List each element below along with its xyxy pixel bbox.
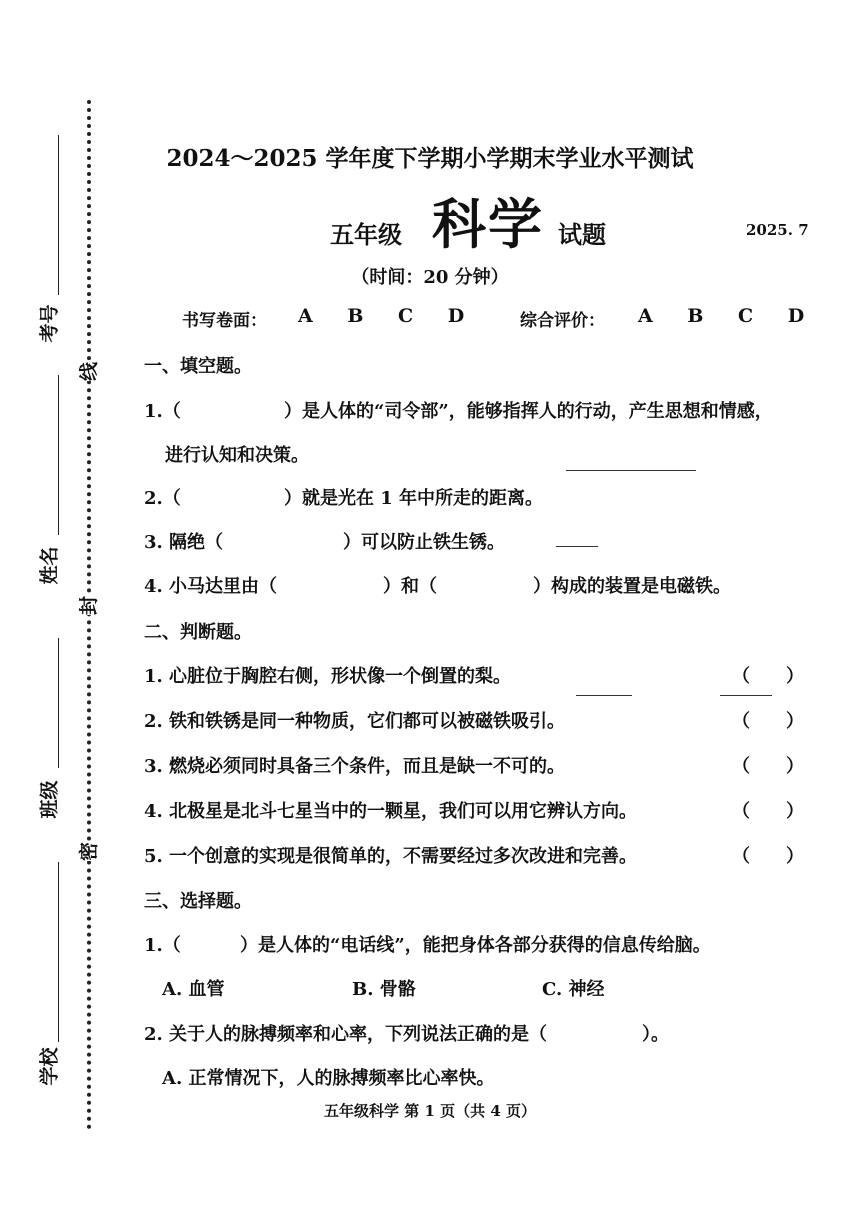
seal-char-xian: 线 xyxy=(72,362,103,381)
judge-answer-5[interactable]: （ ） xyxy=(732,846,804,867)
choice-q1-number: 1.（ xyxy=(144,935,181,956)
choice-q1-option-b[interactable]: B. 骨骼 xyxy=(352,979,416,1000)
writing-eval-label: 书写卷面： xyxy=(182,311,267,331)
page-footer: 五年级科学 第 1 页（共 4 页） xyxy=(324,1102,536,1120)
judge-answer-1[interactable]: （ ） xyxy=(732,666,804,687)
fill-q2-text: ）就是光在 1 年中所走的距离。 xyxy=(284,488,544,509)
judge-item-2: 2. 铁和铁锈是同一种物质，它们都可以被磁铁吸引。 xyxy=(144,711,566,732)
exam-no-label: 考号 xyxy=(38,304,61,343)
section-choice-title: 三、选择题。 xyxy=(144,891,252,912)
fill-q4-number: 4. 小马达里由（ xyxy=(144,576,278,597)
fill-q1-text: ）是人体的“司令部”，能够指挥人的行动，产生思想和情感， xyxy=(284,401,773,422)
exam-title: 2024～2025 学年度下学期小学期末学业水平测试 xyxy=(166,145,694,172)
overall-eval-label: 综合评价： xyxy=(520,311,605,331)
fill-q1-number: 1.（ xyxy=(144,401,181,422)
judge-answer-2[interactable]: （ ） xyxy=(732,711,804,732)
fill-q4-middle: ）和（ xyxy=(383,576,437,597)
choice-q1-text: ）是人体的“电话线”，能把身体各部分获得的信息传给脑。 xyxy=(240,935,711,956)
scan-mark xyxy=(720,695,772,696)
school-line xyxy=(58,862,59,1042)
choice-q2-end: ）。 xyxy=(642,1024,669,1045)
choice-q1-option-c[interactable]: C. 神经 xyxy=(542,979,605,1000)
fill-q4-text: ）构成的装置是电磁铁。 xyxy=(533,576,731,597)
judge-item-4: 4. 北极星是北斗七星当中的一颗星，我们可以用它辨认方向。 xyxy=(144,801,638,822)
fill-q1-continued: 进行认知和决策。 xyxy=(165,445,309,466)
seal-char-mi: 密 xyxy=(72,842,103,861)
section-fill-blank-title: 一、填空题。 xyxy=(144,356,252,377)
name-label: 姓名 xyxy=(38,546,61,585)
seal-char-feng: 封 xyxy=(72,596,103,615)
choice-q1-option-a[interactable]: A. 血管 xyxy=(162,979,225,1000)
judge-item-5: 5. 一个创意的实现是很简单的，不需要经过多次改进和完善。 xyxy=(144,846,638,867)
judge-answer-3[interactable]: （ ） xyxy=(732,756,804,777)
name-line xyxy=(58,375,59,535)
judge-answer-4[interactable]: （ ） xyxy=(732,801,804,822)
overall-eval-grades: A B C D xyxy=(638,305,819,327)
paper-label: 试题 xyxy=(558,220,606,249)
exam-date: 2025. 7 xyxy=(746,221,809,239)
choice-q2-option-a[interactable]: A. 正常情况下，人的脉搏频率比心率快。 xyxy=(162,1068,495,1089)
class-label: 班级 xyxy=(38,780,61,819)
grade-label: 五年级 xyxy=(330,220,402,249)
fill-q3-text: ）可以防止铁生锈。 xyxy=(343,532,505,553)
subject-label: 科学 xyxy=(432,192,544,256)
school-label: 学校 xyxy=(38,1047,61,1086)
judge-item-1: 1. 心脏位于胸腔右侧，形状像一个倒置的梨。 xyxy=(144,666,512,687)
exam-time: （时间：20 分钟） xyxy=(351,267,509,288)
fill-q2-number: 2.（ xyxy=(144,488,181,509)
class-line xyxy=(58,638,59,768)
scan-mark xyxy=(576,695,632,696)
fill-q3-number: 3. 隔绝（ xyxy=(144,532,224,553)
writing-eval-grades: A B C D xyxy=(298,305,479,327)
judge-item-3: 3. 燃烧必须同时具备三个条件，而且是缺一不可的。 xyxy=(144,756,566,777)
choice-q2-text: 2. 关于人的脉搏频率和心率，下列说法正确的是（ xyxy=(144,1024,548,1045)
scan-mark xyxy=(566,470,696,471)
section-judge-title: 二、判断题。 xyxy=(144,622,252,643)
scan-mark xyxy=(556,546,598,547)
